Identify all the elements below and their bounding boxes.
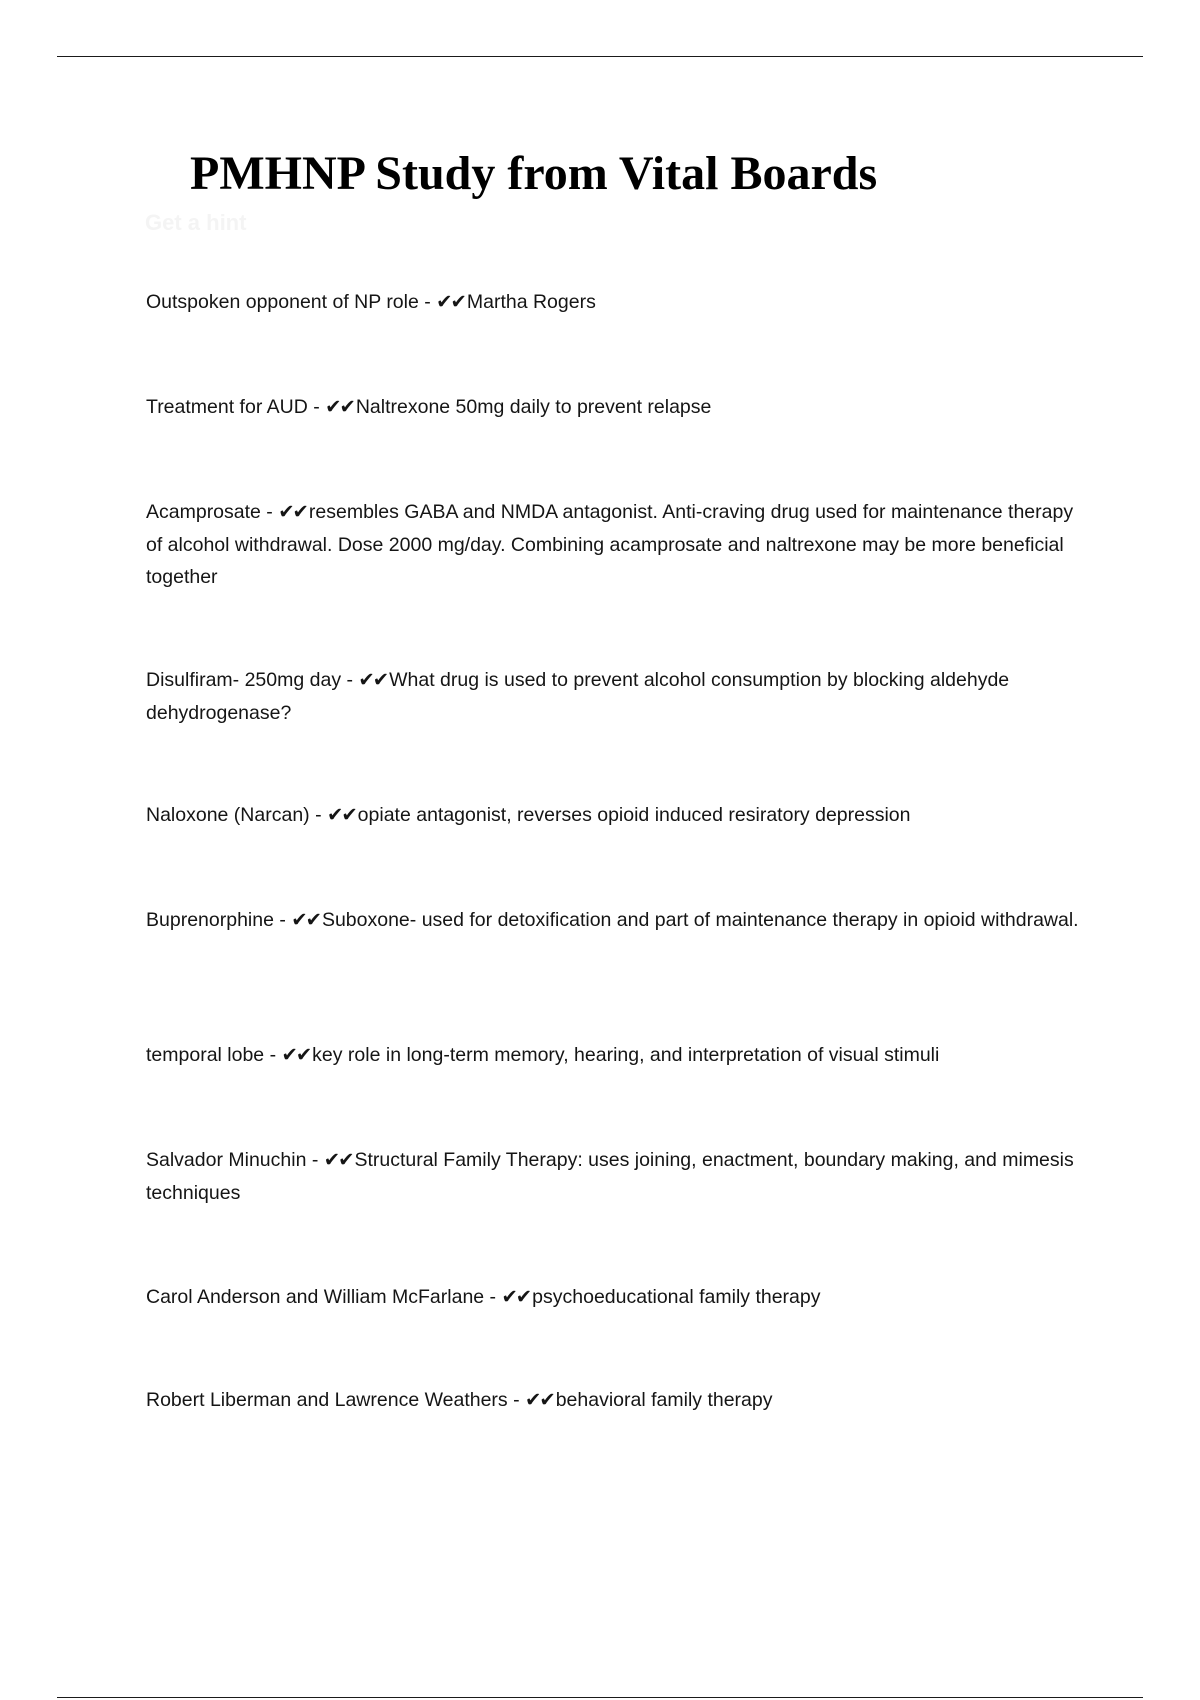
entry-answer: resembles GABA and NMDA antagonist. Anti-craving drug used for maintenance therapy of alcohol withdrawal. Dose 2000 mg/day. Combining acamprosate and naltrexone may be more beneficial together [146,501,1074,588]
entry-term: Acamprosate - [146,501,279,523]
entry-answer: psychoeducational family therapy [532,1286,821,1308]
flashcard-entry-7 [146,1039,1086,1072]
flashcard-entry-4 [146,664,1086,729]
entry-answer: Suboxone- used for detoxification and part of maintenance therapy in opioid withdrawal. [321,909,1079,931]
check-icon: ✔✔ [281,1044,311,1066]
entry-answer: Martha Rogers [466,291,596,313]
check-icon: ✔✔ [323,1149,353,1171]
entry-term: Robert Liberman and Lawrence Weathers - [146,1389,526,1411]
check-icon: ✔✔ [358,669,388,691]
entry-term: Carol Anderson and William McFarlane - [146,1286,502,1308]
entry-answer: key role in long-term memory, hearing, and interpretation of visual stimuli [312,1044,940,1066]
entry-term: Naloxone (Narcan) - [146,804,327,826]
entry-answer: opiate antagonist, reverses opioid induced resiratory depression [357,804,911,826]
header-rule [57,56,1143,57]
entry-term: Salvador Minuchin - [146,1149,324,1171]
check-icon: ✔✔ [291,909,320,931]
entry-answer: behavioral family therapy [555,1389,773,1411]
flashcard-entry-5 [146,799,1086,832]
watermark-text: Get a hint [145,210,247,235]
page-title: PMHNP Study from Vital Boards [190,147,878,200]
flashcard-entry-6 [146,904,1086,937]
check-icon: ✔✔ [501,1286,531,1308]
check-icon: ✔✔ [325,396,354,418]
entry-term: Treatment for AUD - [146,396,326,418]
entry-answer: Structural Family Therapy: uses joining, enactment, boundary making, and mimesis techniques [146,1149,1074,1204]
check-icon: ✔✔ [278,501,307,523]
footer-rule [57,1697,1143,1698]
flashcard-entry-9 [146,1281,1086,1314]
entry-term: Buprenorphine - [146,909,292,931]
flashcard-entry-2 [146,391,1086,424]
entry-term: Outspoken opponent of NP role - [146,291,437,313]
flashcard-entry-10 [146,1384,1086,1417]
check-icon: ✔✔ [525,1389,554,1411]
flashcard-entry-8 [146,1144,1086,1209]
flashcard-entry-3 [146,496,1086,594]
entry-term: Disulfiram- 250mg day - [146,669,359,691]
flashcard-entry-1 [146,286,1086,319]
entry-answer: What drug is used to prevent alcohol consumption by blocking aldehyde dehydrogenase? [146,669,1010,724]
check-icon: ✔✔ [436,291,465,313]
entry-term: temporal lobe - [146,1044,282,1066]
check-icon: ✔✔ [326,804,356,826]
entry-answer: Naltrexone 50mg daily to prevent relapse [355,396,712,418]
